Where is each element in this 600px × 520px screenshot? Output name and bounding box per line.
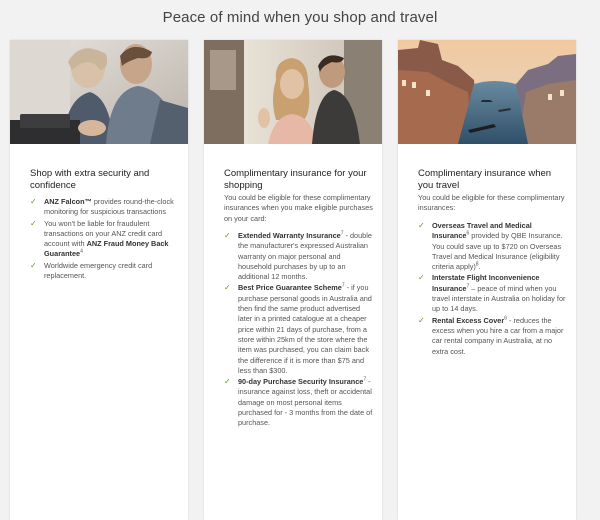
card-intro: You could be eligible for these complimentary insurances when you make eligible purchases on your card:	[224, 193, 373, 223]
benefit-list	[224, 231, 374, 430]
card-shopping-insurance	[204, 40, 382, 520]
check-icon: ✓	[30, 218, 37, 228]
benefit-item: ✓ Best Price Guarantee Scheme$^7$ - if you purchase personal goods in Australia and then find the same product advertised later in a printed catalogue at a cheaper price within 21 days of purchase, from a store within 25km of the store where the item was purchased, you can claim back the difference if it is more than $75 and less than $300.	[224, 283, 372, 375]
card-title: Shop with extra security and confidence	[30, 168, 150, 191]
benefit-item: ✓ ANZ Falcon™ provides round-the-clock monitoring for suspicious transactions	[30, 197, 174, 217]
couple-smiling-photo	[204, 40, 382, 144]
benefit-list	[418, 221, 568, 358]
check-icon: ✓	[30, 260, 37, 270]
check-icon: ✓	[418, 315, 425, 325]
benefit-list	[30, 197, 180, 282]
couple-shopping-photo	[10, 40, 188, 144]
card-shop-security	[10, 40, 188, 520]
check-icon: ✓	[418, 221, 425, 230]
check-icon: ✓	[418, 273, 425, 283]
check-icon: ✓	[224, 377, 231, 387]
benefit-item: ✓ Extended Warranty Insurance$^7$ - double the manufacturer's expressed Australian warranty on major personal and household purchases by up to an additional 12 months.	[224, 230, 372, 282]
venice-canal-photo	[398, 40, 576, 144]
card-title: Complimentary insurance for your shopping	[224, 168, 367, 191]
page-heading: Peace of mind when you shop and travel	[162, 9, 438, 26]
benefit-item: ✓ Worldwide emergency credit card replacement.	[30, 260, 153, 281]
check-icon: ✓	[224, 231, 231, 240]
benefit-item: ✓ Interstate Flight Inconvenience Insurance$^7$ – peace of mind when you travel interstate in Australia on holiday for up to 14 days.	[418, 273, 566, 314]
benefit-item: ✓ You won't be liable for fraudulent transactions on your ANZ credit card account with ANZ Fraud Money Back Guarantee$^4$	[30, 218, 169, 259]
benefit-item: ✓ Rental Excess Cover$^6$ - reduces the excess when you hire a car from a major car rental company in Australia, at no extra cost.	[418, 315, 564, 356]
card-intro: You could be eligible for these complimentary insurances:	[418, 193, 565, 213]
check-icon: ✓	[30, 197, 37, 206]
benefit-item: ✓ Overseas Travel and Medical Insurance$^6$ provided by QBE Insurance. You could save up to $720 on Overseas Travel and Medical Insurance (eligibility criteria apply)$^8$.	[418, 221, 563, 272]
card-travel-insurance	[398, 40, 576, 520]
card-title: Complimentary insurance when you travel	[418, 168, 552, 191]
benefit-item: ✓ 90-day Purchase Security Insurance$^7$ - insurance against loss, theft or accidental damage on most personal items purchased for - 3 months from the date of purchase.	[224, 376, 373, 428]
check-icon: ✓	[224, 283, 231, 293]
